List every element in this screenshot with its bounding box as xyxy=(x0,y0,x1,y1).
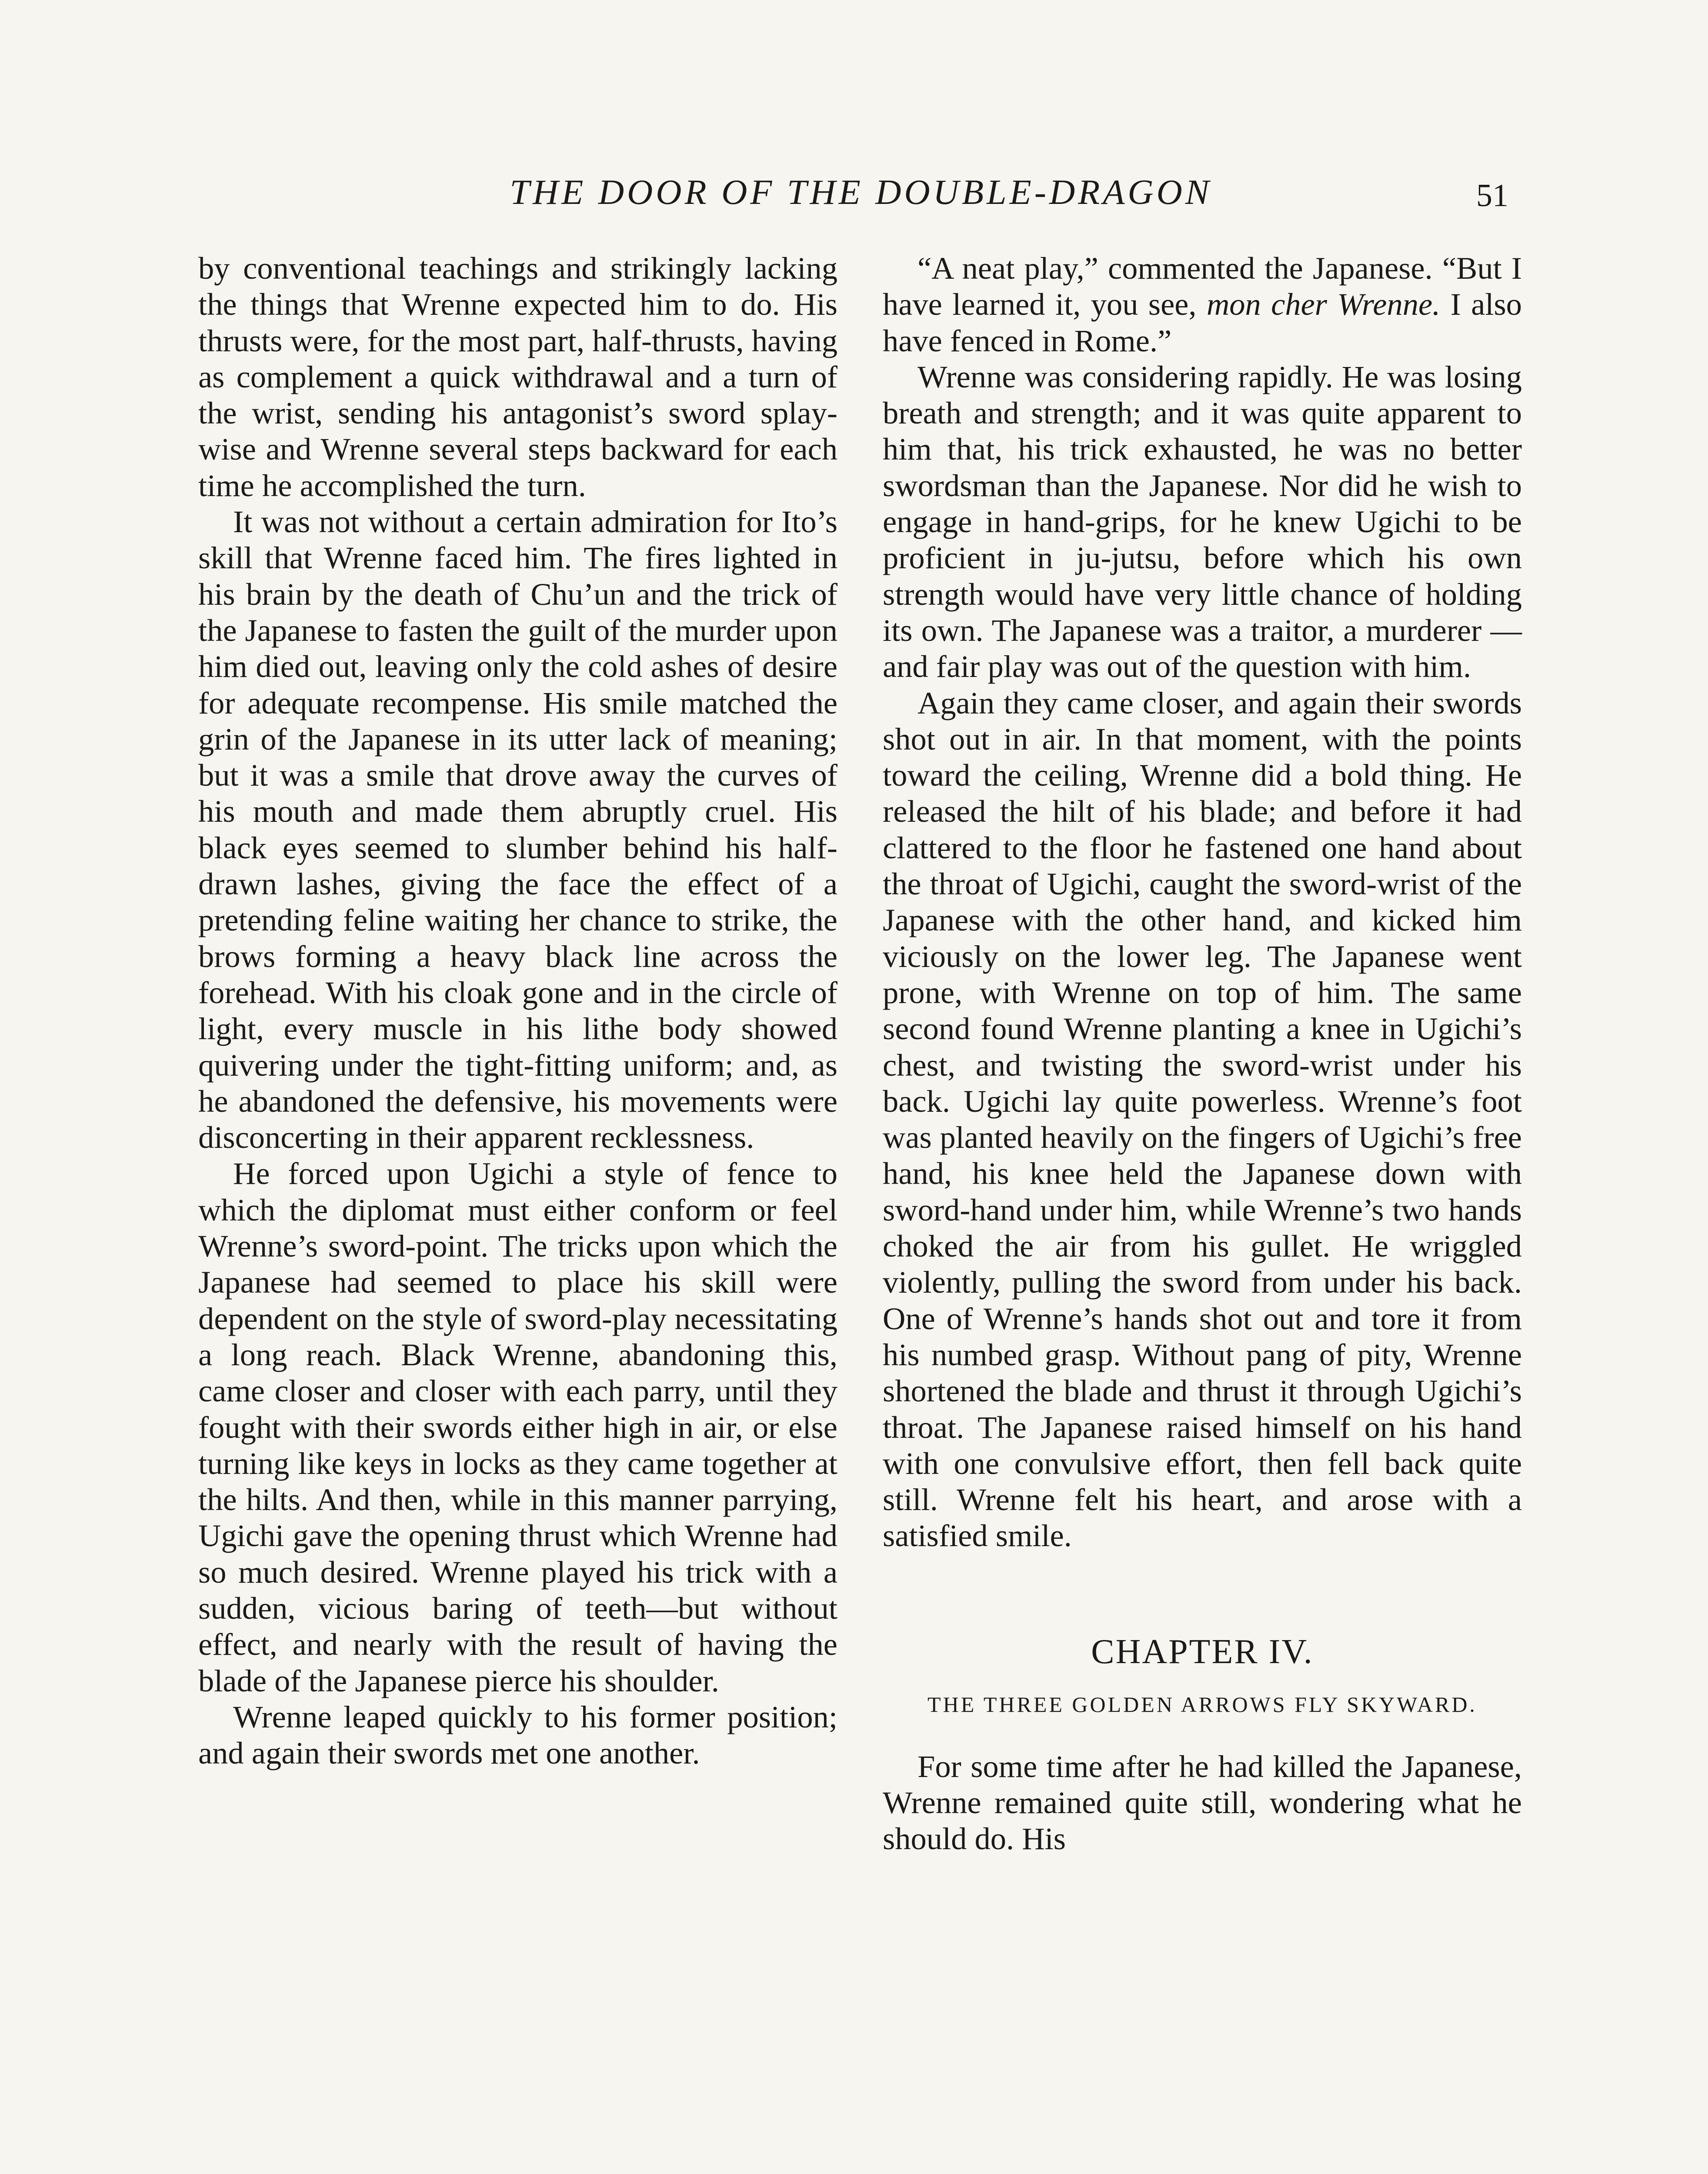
paragraph: Wrenne leaped quickly to his former position; and again their swords met one another. xyxy=(198,1699,837,1771)
quote-text: “A neat play,” commented the Japanese. “But I have learned it, you see, xyxy=(883,250,1522,322)
paragraph: Again they came closer, and again their swords shot out in air. In that moment, with the points toward the ceiling, Wrenne did a bold thing. He released the hilt of his blade; and before it had clattered to the floor he fastened one hand about the throat of Ugichi, caught the sword-wrist of the Japanese with the other hand, and kicked him viciously on the lower leg. The Japanese went prone, with Wrenne on top of him. The same second found Wrenne planting a knee in Ugichi’s chest, and twisting the sword-wrist under his back. Ugichi lay quite powerless. Wrenne’s foot was planted heavily on the fingers of Ugichi’s free hand, his knee held the Japanese down with sword-hand under him, while Wrenne’s two hands choked the air from his gullet. He wriggled violently, pulling the sword from under his back. One of Wrenne’s hands shot out and tore it from his numbed grasp. Without pang of pity, Wrenne shortened the blade and thrust it through Ugichi’s throat. The Japanese raised himself on his hand with one convulsive effort, then fell back quite still. Wrenne felt his heart, and arose with a satisfied smile. xyxy=(883,685,1522,1554)
page-number: 51 xyxy=(1476,178,1508,213)
chapter-title: CHAPTER IV. xyxy=(1091,1632,1314,1671)
left-column xyxy=(198,250,837,1771)
section-gap xyxy=(883,1554,1522,1628)
paragraph: by conventional teachings and strikingly lacking the things that Wrenne expected him to do. His thrusts were, for the most part, half-thrusts, having as complement a quick withdrawal and a turn of the wrist, sending his antagonist’s sword splay-wise and Wrenne several steps backward for each time he accomplished the turn. xyxy=(198,250,837,503)
paragraph: For some time after he had killed the Japanese, Wrenne remained quite still, wondering what he should do. His xyxy=(883,1748,1522,1857)
paragraph: It was not without a certain admiration for Ito’s skill that Wrenne faced him. The fires lighted in his brain by the death of Chu’un and the trick of the Japanese to fasten the guilt of the murder upon him died out, leaving only the cold ashes of desire for adequate recompense. His smile matched the grin of the Japanese in its utter lack of meaning; but it was a smile that drove away the curves of his mouth and made them abruptly cruel. His black eyes seemed to slumber behind his half-drawn lashes, giving the face the effect of a pretending feline waiting her chance to strike, the brows forming a heavy black line across the forehead. With his cloak gone and in the circle of light, every muscle in his lithe body showed quivering under the tight-fitting uniform; and, as he abandoned the defensive, his movements were disconcerting in their apparent recklessness. xyxy=(198,504,837,1155)
chapter-subtitle: THE THREE GOLDEN ARROWS FLY SKYWARD. xyxy=(927,1692,1477,1717)
paragraph: Wrenne was considering rapidly. He was losing breath and strength; and it was quite apparent to him that, his trick exhausted, he was no better swordsman than the Japanese. Nor did he wish to engage in hand-grips, for he knew Ugichi to be proficient in ju-jutsu, before which his own strength would have very little chance of holding its own. The Japanese was a traitor, a murderer —and fair play was out of the question with him. xyxy=(883,359,1522,684)
running-title: THE DOOR OF THE DOUBLE-DRAGON xyxy=(510,172,1212,212)
paragraph: He forced upon Ugichi a style of fence to which the diplomat must either conform or feel Wrenne’s sword-point. The tricks upon which the Japanese had seemed to place his skill were dependent on the style of sword-play necessitating a long reach. Black Wrenne, abandoning this, came closer and closer with each parry, until they fought with their swords either high in air, or else turning like keys in locks as they came together at the hilts. And then, while in this manner parrying, Ugichi gave the opening thrust which Wrenne had so much desired. Wrenne played his trick with a sudden, vicious baring of teeth—but without effect, and nearly with the result of having the blade of the Japanese pierce his shoulder. xyxy=(198,1156,837,1698)
quote-text: I also have fenced in Rome.” xyxy=(883,287,1522,358)
right-column xyxy=(883,250,1522,1857)
paragraph xyxy=(883,250,1522,359)
italic-phrase: mon cher Wrenne. xyxy=(1206,287,1441,322)
